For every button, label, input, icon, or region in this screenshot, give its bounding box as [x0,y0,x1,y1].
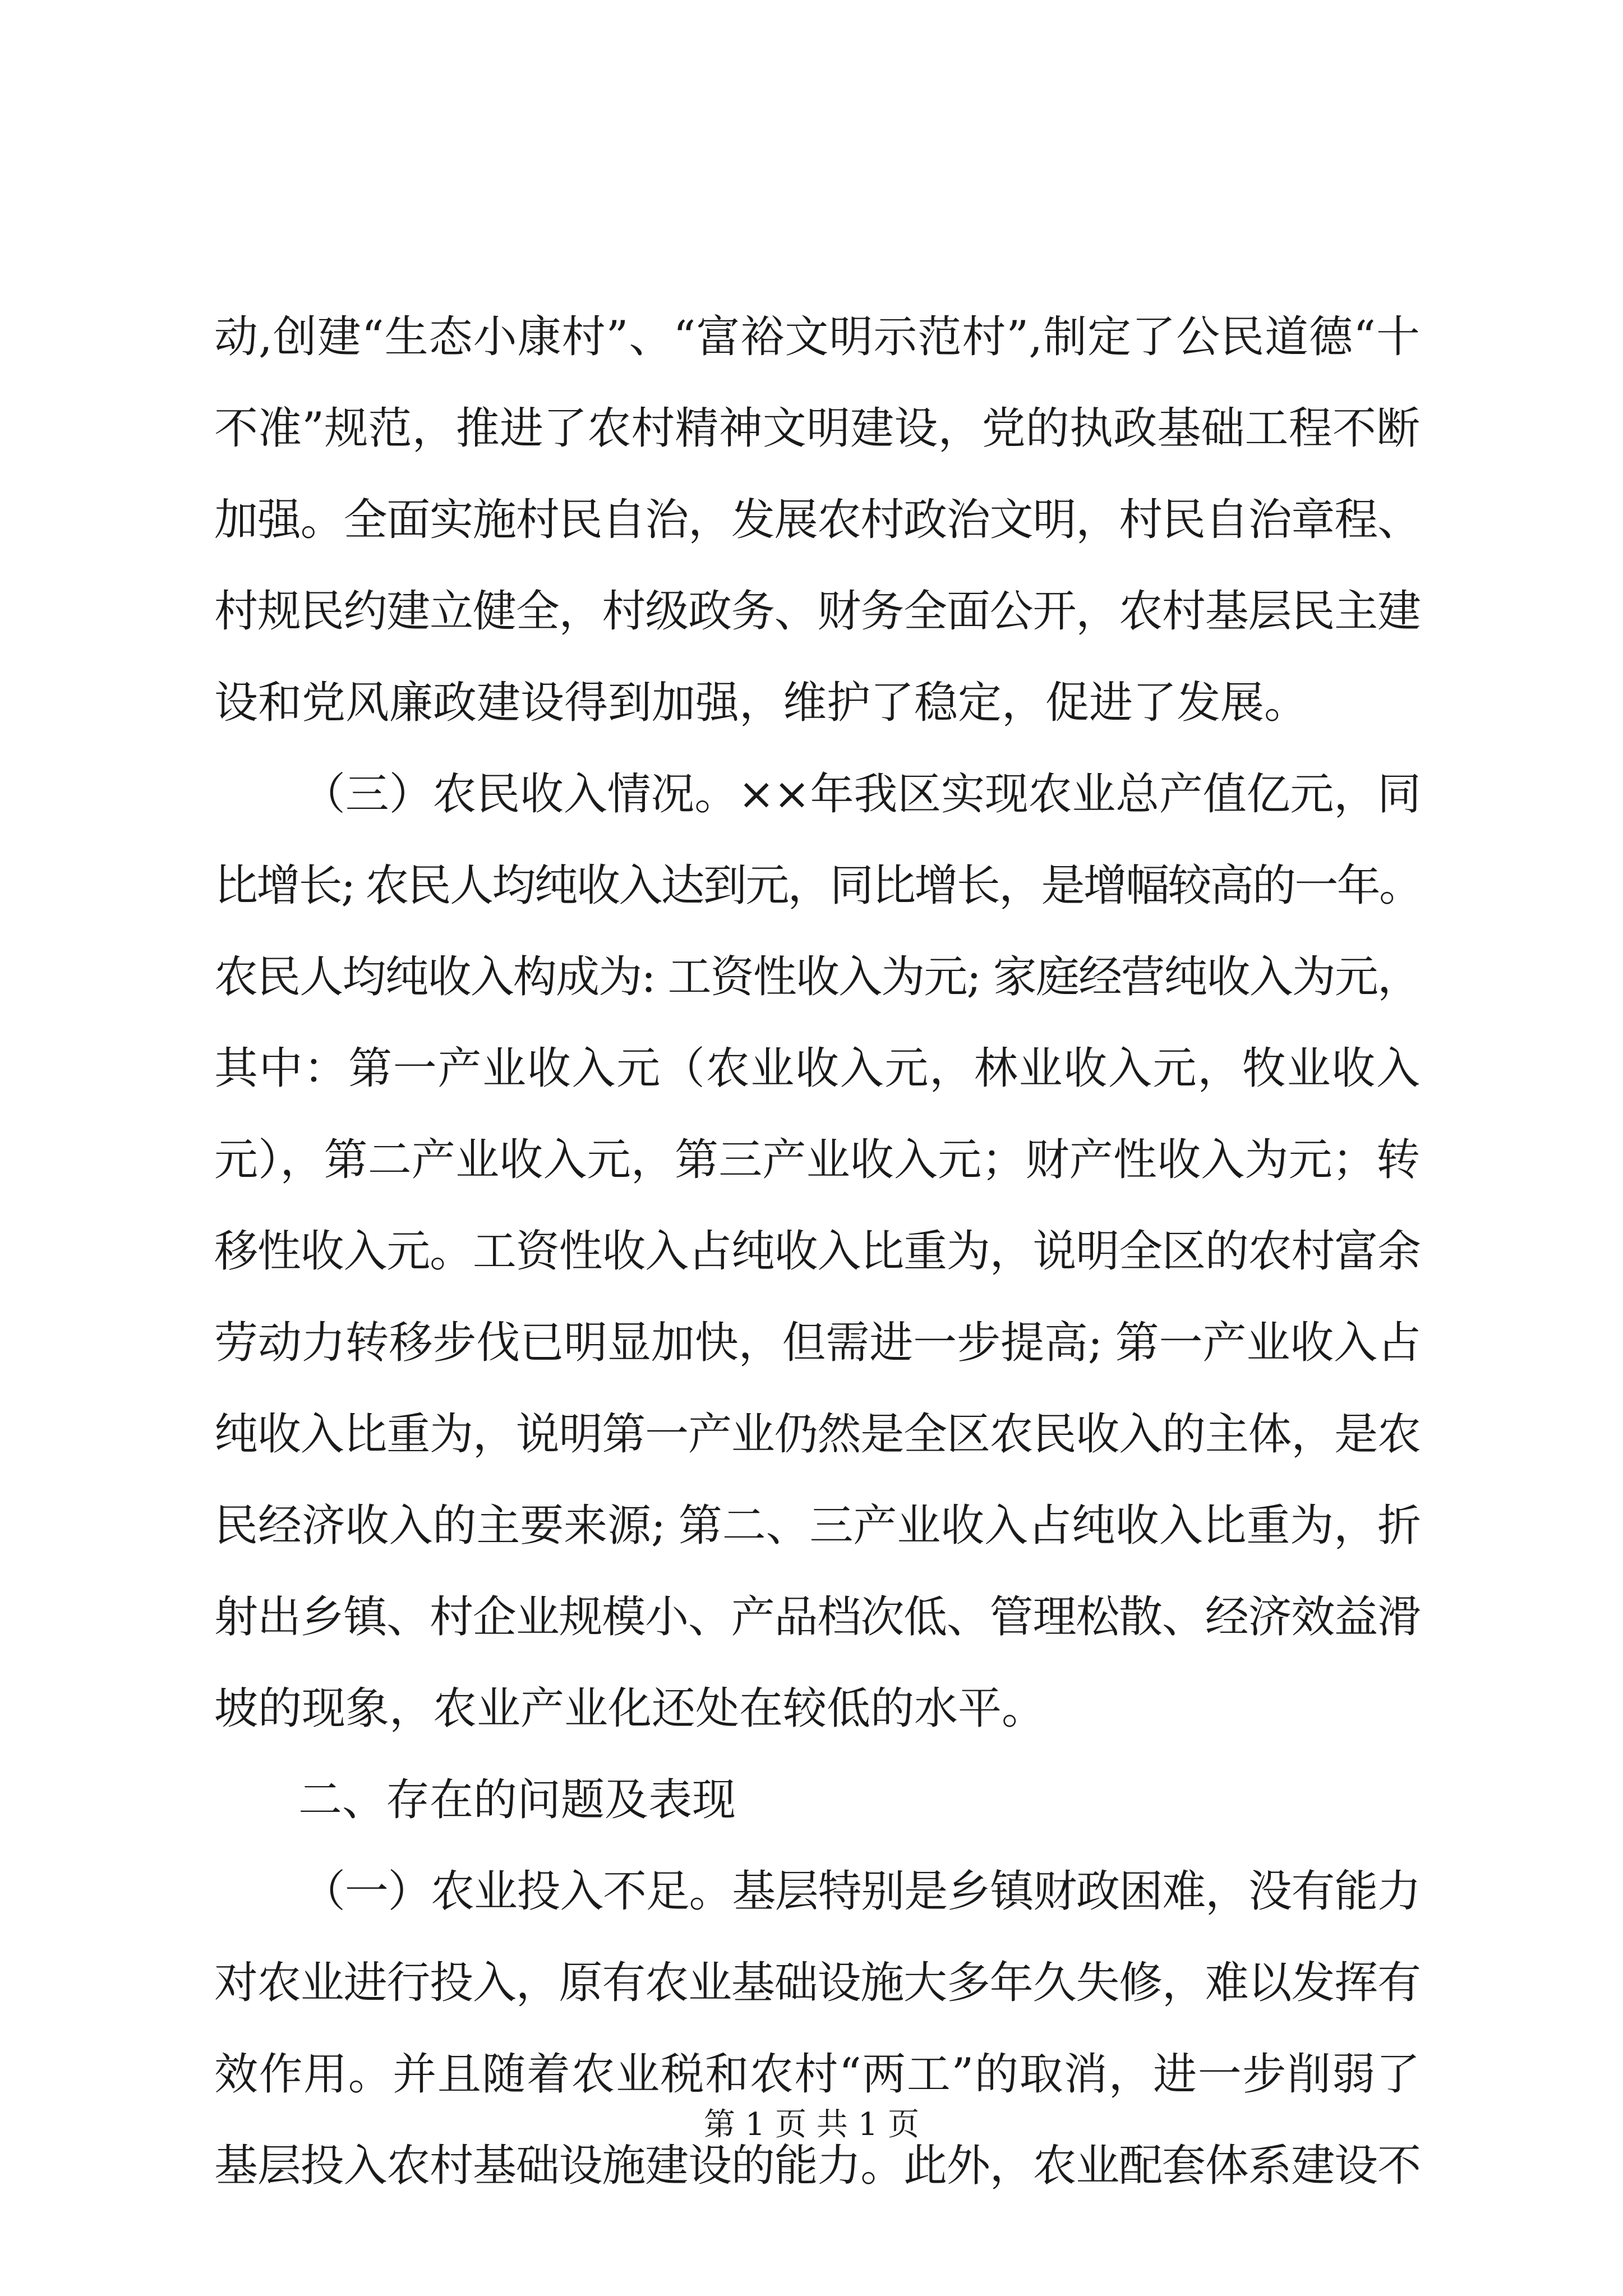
text-line: 村规民约建立健全，村级政务、财务全面公开，农村基层民主建 [214,586,1420,637]
section-title: 二、存在的问题及表现 [298,1775,736,1825]
text-line: 劳动力转移步伐已明显加快，但需进一步提高; 第一产业收入占 [214,1318,1420,1368]
text-line: 对农业进行投入，原有农业基础设施大多年久失修，难以发挥有 [214,1958,1420,2008]
text-line: 动,创建“生态小康村”、“富裕文明示范村”,制定了公民道德“十 [214,312,1420,362]
text-line: 移性收入元。工资性收入占纯收入比重为，说明全区的农村富余 [214,1226,1420,1277]
text-line: 基层投入农村基础设施建设的能力。此外，农业配套体系建设不 [214,2141,1420,2191]
text-line: 比增长; 农民人均纯收入达到元，同比增长，是增幅较高的一年。 [214,861,1420,911]
text-line: 其中：第一产业收入元（农业收入元，林业收入元，牧业收入 [214,1043,1420,1094]
text-line: 民经济收入的主要来源; 第二、三产业收入占纯收入比重为，折 [214,1501,1420,1551]
section-heading-line: （三）农民收入情况。××年我区实现农业总产值亿元，同 [302,769,1420,820]
text-line: 不准”规范，推进了农村精神文明建设，党的执政基础工程不断 [214,403,1420,454]
text-line: 加强。全面实施村民自治，发展农村政治文明，村民自治章程、 [214,495,1420,545]
text-line: 元），第二产业收入元，第三产业收入元；财产性收入为元；转 [214,1135,1420,1185]
document-body [214,292,1420,2212]
text-line: 纯收入比重为，说明第一产业仍然是全区农民收入的主体，是农 [214,1409,1420,1460]
text-line: 效作用。并且随着农业税和农村“两工”的取消，进一步削弱了 [214,2049,1420,2100]
text-line: 射出乡镇、村企业规模小、产品档次低、管理松散、经济效益滑 [214,1592,1420,1642]
section-heading-line: （一）农业投入不足。基层特别是乡镇财政困难，没有能力 [302,1866,1420,1917]
text-line: 农民人均纯收入构成为: 工资性收入为元; 家庭经营纯收入为元， [214,952,1420,1002]
text-line: 坡的现象，农业产业化还处在较低的水平。 [214,1683,1046,1734]
page-footer: 第 1 页 共 1 页 [703,2106,920,2143]
text-line: 设和党风廉政建设得到加强，维护了稳定，促进了发展。 [214,678,1308,728]
